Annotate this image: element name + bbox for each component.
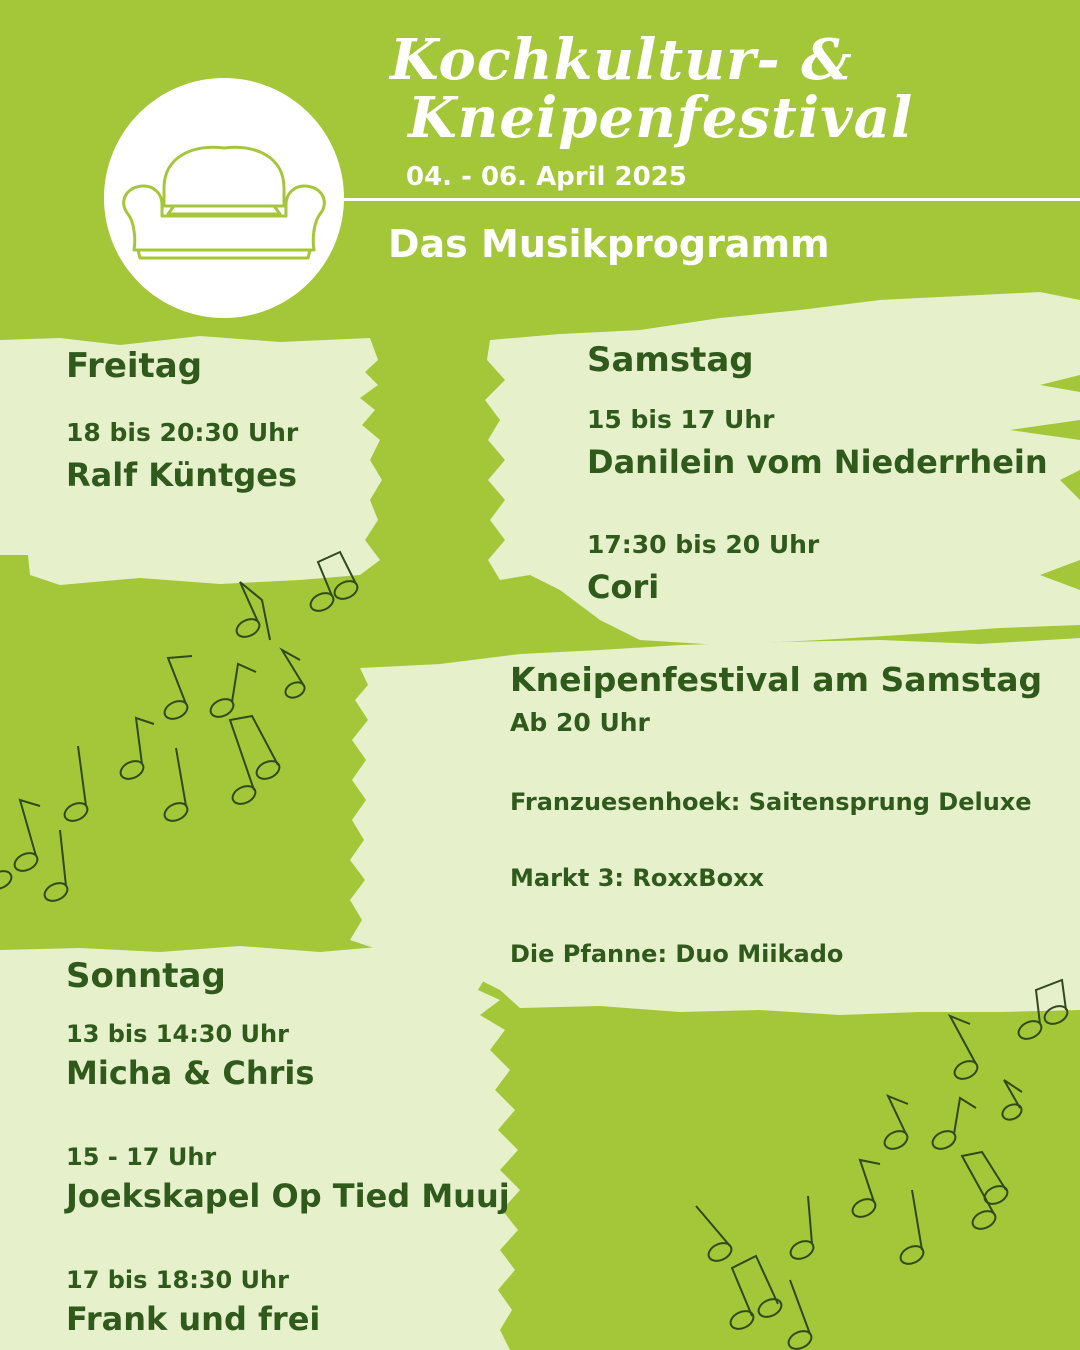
music-notes-right xyxy=(696,980,1070,1350)
festival-date: 04. - 06. April 2025 xyxy=(406,162,687,192)
slot-act: Frank und frei xyxy=(66,1300,321,1338)
pub-festival-start: Ab 20 Uhr xyxy=(510,708,650,737)
slot-time: 13 bis 14:30 Uhr xyxy=(66,1020,289,1048)
slot-act: Ralf Küntges xyxy=(66,456,298,494)
day-heading-saturday: Samstag xyxy=(587,340,754,380)
slot-act: Danilein vom Niederrhein xyxy=(587,443,1048,481)
logo-circle xyxy=(104,78,344,318)
page-subtitle: Das Musikprogramm xyxy=(388,222,830,266)
slot-act: Micha & Chris xyxy=(66,1054,315,1092)
slot-time: 15 - 17 Uhr xyxy=(66,1143,217,1171)
pub-venue: Franzuesenhoek: Saitensprung Deluxe xyxy=(510,788,1032,816)
slot-time: 15 bis 17 Uhr xyxy=(587,405,775,434)
day-heading-sunday: Sonntag xyxy=(66,956,226,996)
pub-festival-title: Kneipenfestival am Samstag xyxy=(510,660,1043,699)
pub-venue: Markt 3: RoxxBoxx xyxy=(510,864,765,892)
festival-title-line-1: Kochkultur- & xyxy=(390,27,853,93)
slot-act: Joekskapel Op Tied Muuj xyxy=(66,1177,510,1215)
music-notes-left xyxy=(0,552,360,904)
slot-time: 18 bis 20:30 Uhr xyxy=(66,418,299,447)
slot-act: Cori xyxy=(587,568,660,606)
day-heading-friday: Freitag xyxy=(66,346,203,386)
slot-time: 17 bis 18:30 Uhr xyxy=(66,1266,289,1294)
sofa-icon xyxy=(104,78,344,318)
slot-time: 17:30 bis 20 Uhr xyxy=(587,530,820,559)
festival-title-line-2: Kneipenfestival xyxy=(408,85,914,151)
header-divider xyxy=(340,198,1080,201)
pub-venue: Die Pfanne: Duo Miikado xyxy=(510,940,844,968)
